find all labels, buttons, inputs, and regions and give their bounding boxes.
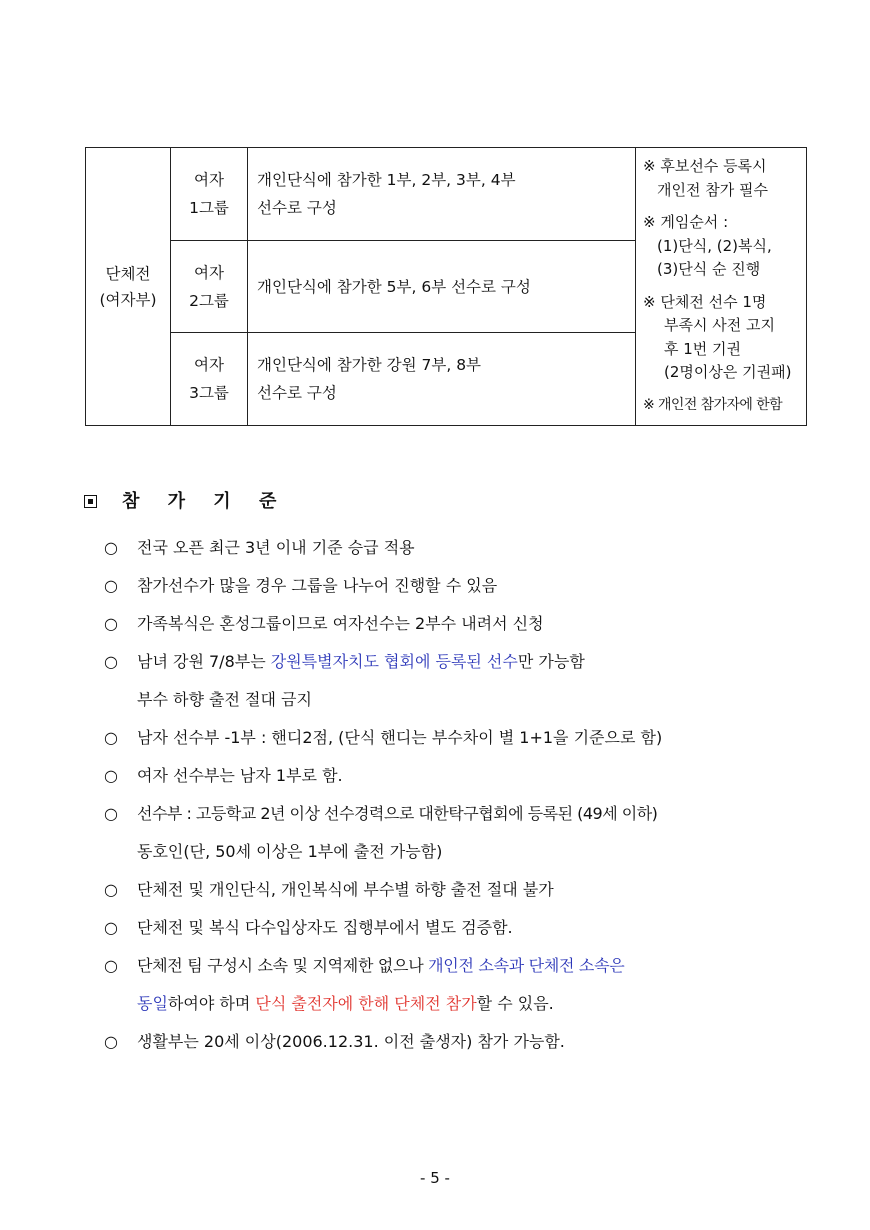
group-name-line: 여자 — [194, 171, 224, 189]
note-line: (3)단식 순 진행 — [657, 260, 761, 278]
list-item-text: 가족복식은 혼성그룹이므로 여자선수는 2부수 내려서 신청 — [137, 614, 544, 633]
list-item-text: 할 수 있음. — [476, 994, 554, 1013]
note-line: (1)단식, (2)복식, — [657, 236, 772, 255]
circle-bullet-icon: ○ — [104, 766, 118, 785]
team-competition-table — [85, 147, 807, 426]
note-line: 후 1번 기권 — [664, 339, 742, 358]
page-number: - 5 - — [420, 1169, 450, 1187]
list-item-continuation: 동호인(단, 50세 이상은 1부에 출전 가능함) — [137, 842, 443, 861]
note-line: 개인전 참가 필수 — [657, 180, 768, 199]
circle-bullet-icon: ○ — [104, 614, 118, 633]
group-desc-line: 개인단식에 참가한 5부, 6부 선수로 구성 — [257, 277, 531, 296]
group-desc-line: 개인단식에 참가한 1부, 2부, 3부, 4부 — [257, 171, 516, 189]
list-item — [104, 574, 497, 598]
group-name-line: 3그룹 — [189, 384, 229, 402]
note-line: ※ 게임순서 : — [643, 213, 729, 231]
circle-bullet-icon: ○ — [104, 576, 118, 595]
list-item — [104, 878, 554, 902]
group-desc-line: 개인단식에 참가한 강원 7부, 8부 — [257, 356, 482, 374]
circle-bullet-icon: ○ — [104, 538, 118, 557]
group-name-cell — [171, 241, 248, 333]
category-cell — [86, 148, 171, 426]
list-item-text: 참가선수가 많을 경우 그룹을 나누어 진행할 수 있음 — [137, 576, 498, 595]
list-item-continuation: 부수 하향 출전 절대 금지 — [137, 690, 312, 709]
list-item — [104, 726, 662, 750]
list-item-continuation — [137, 992, 554, 1016]
highlight-blue-text: 개인전 소속과 단체전 소속은 — [428, 956, 625, 975]
list-item-text: 생활부는 20세 이상(2006.12.31. 이전 출생자) 참가 가능함. — [137, 1032, 565, 1051]
list-item — [104, 536, 415, 560]
circle-bullet-icon: ○ — [104, 918, 118, 937]
circle-bullet-icon: ○ — [104, 652, 118, 671]
list-item — [104, 1030, 565, 1054]
group-name-line: 여자 — [194, 356, 224, 374]
list-item — [104, 612, 544, 636]
group-desc-cell — [248, 241, 636, 333]
group-name-cell — [171, 333, 248, 426]
section-heading — [84, 487, 287, 513]
list-item-text: 단체전 및 복식 다수입상자도 집행부에서 별도 검증함. — [137, 918, 513, 937]
highlight-red-text: 단식 출전자에 한해 단체전 참가 — [255, 994, 477, 1013]
list-item — [104, 650, 585, 674]
note-line: ※ 개인전 참가자에 한함 — [643, 396, 782, 413]
list-item — [104, 764, 343, 788]
list-item-text: 단체전 및 개인단식, 개인복식에 부수별 하향 출전 절대 불가 — [137, 880, 554, 899]
group-desc-line: 선수로 구성 — [257, 199, 337, 217]
section-title: 참 가 기 준 — [122, 491, 288, 512]
highlight-blue-text: 강원특별자치도 협회에 등록된 선수 — [270, 652, 518, 671]
list-item — [104, 916, 513, 940]
list-item-text: 단체전 팀 구성시 소속 및 지역제한 없으나 — [137, 956, 429, 975]
note-line: (2명이상은 기권패) — [664, 363, 792, 381]
category-label: 단체전 — [105, 264, 151, 283]
circle-bullet-icon: ○ — [104, 728, 118, 747]
group-desc-cell — [248, 148, 636, 241]
list-item-text: 여자 선수부는 남자 1부로 함. — [137, 766, 343, 785]
list-item — [104, 802, 657, 826]
group-desc-cell — [248, 333, 636, 426]
notes-cell — [636, 148, 807, 426]
group-desc-line: 선수로 구성 — [257, 384, 337, 402]
highlight-blue-text: 동일 — [137, 994, 168, 1013]
group-name-line: 여자 — [194, 263, 224, 282]
note-line: ※ 단체전 선수 1명 — [643, 292, 767, 311]
list-item-text: 하여야 하며 — [167, 994, 256, 1013]
group-name-cell — [171, 148, 248, 241]
list-item-text: 남자 선수부 -1부 : 핸디2점, (단식 핸디는 부수차이 별 1+1을 기준으로 함) — [137, 728, 663, 747]
list-item — [104, 954, 624, 978]
note-line: ※ 후보선수 등록시 — [643, 157, 767, 175]
list-item-text: 선수부 : 고등학교 2년 이상 선수경력으로 대한탁구협회에 등록된 (49세 이하) — [137, 804, 658, 823]
circle-bullet-icon: ○ — [104, 804, 118, 823]
list-item-text: 남녀 강원 7/8부는 — [137, 652, 271, 671]
list-item-text: 전국 오픈 최근 3년 이내 기준 승급 적용 — [137, 538, 415, 557]
category-sublabel: (여자부) — [99, 290, 157, 309]
circle-bullet-icon: ○ — [104, 956, 118, 975]
note-line: 부족시 사전 고지 — [664, 316, 775, 334]
circle-bullet-icon: ○ — [104, 1032, 118, 1051]
group-name-line: 2그룹 — [189, 291, 229, 310]
group-name-line: 1그룹 — [189, 199, 229, 217]
square-bullet-icon — [84, 495, 97, 508]
list-item-text: 만 가능함 — [517, 652, 585, 671]
circle-bullet-icon: ○ — [104, 880, 118, 899]
